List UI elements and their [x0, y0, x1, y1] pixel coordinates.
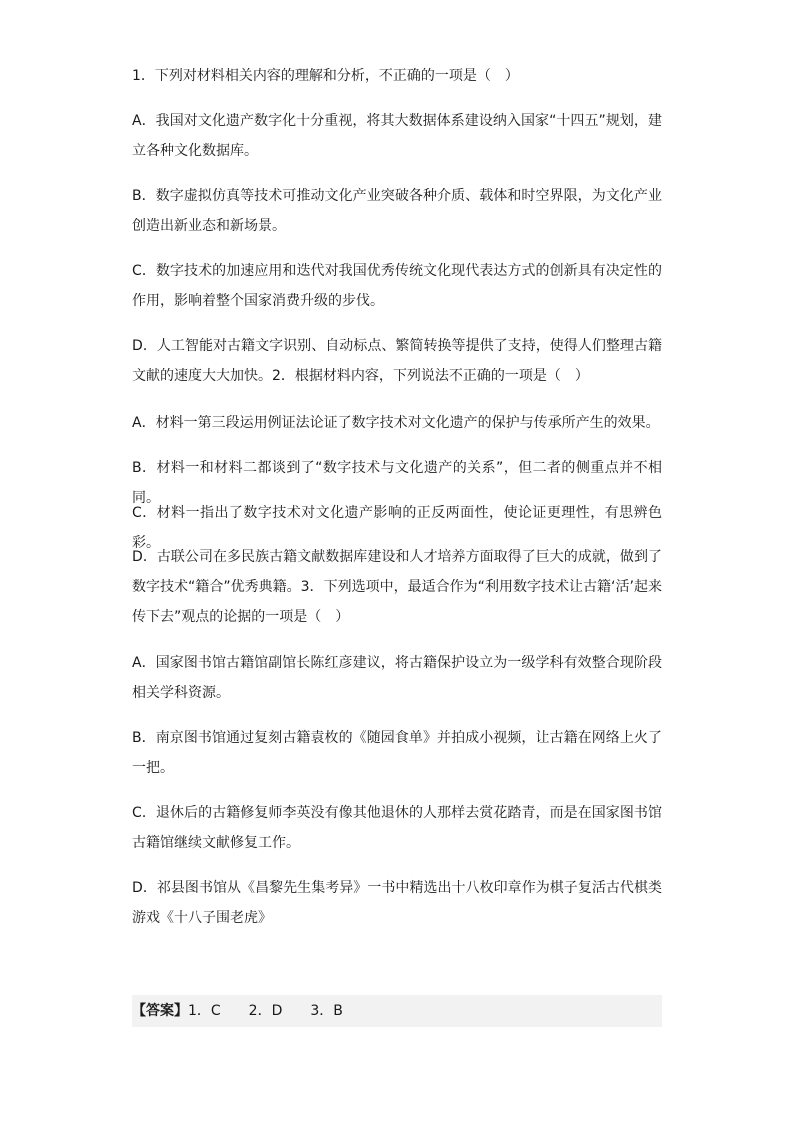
question-2-option-b: B．材料一和材料二都谈到了“数字技术与文化遗产的关系”，但二者的侧重点并不相同。 — [132, 460, 662, 506]
question-1-stem: 1．下列对材料相关内容的理解和分析，不正确的一项是（ ） — [132, 68, 519, 84]
question-2-option-c: C．材料一指出了数字技术对文化遗产影响的正反两面性，使论证更理性，有思辨色彩。 — [132, 505, 662, 551]
answer-box — [132, 995, 662, 1027]
answer-line — [132, 995, 662, 1027]
question-2-option-a: A．材料一第三段运用例证法论证了数字技术对文化遗产的保护与传承所产生的效果。 — [132, 415, 660, 431]
question-3-option-c: C．退休后的古籍修复师李英没有像其他退休的人那样去赏花踏青，而是在国家图书馆古籍馆继续文献修复工作。 — [132, 805, 662, 851]
question-3-option-b: B．南京图书馆通过复刻古籍袁枚的《随园食单》并拍成小视频，让古籍在网络上火了一把。 — [132, 730, 662, 776]
answer-label: 【答案】 — [132, 1003, 188, 1019]
question-1-option-d: D．人工智能对古籍文字识别、自动标点、繁简转换等提供了支持，使得人们整理古籍文献的速度大大加快。2．根据材料内容，下列说法不正确的一项是（ ） — [132, 338, 662, 384]
question-1-option-c: C．数字技术的加速应用和迭代对我国优秀传统文化现代表达方式的创新具有决定性的作用，影响着整个国家消费升级的步伐。 — [132, 263, 662, 309]
question-1-option-b: B．数字虚拟仿真等技术可推动文化产业突破各种介质、载体和时空界限，为文化产业创造出新业态和新场景。 — [132, 188, 662, 234]
answer-text: 1．C 2．D 3．B — [188, 1003, 343, 1019]
question-3-option-a: A．国家图书馆古籍馆副馆长陈红彦建议，将古籍保护设立为一级学科有效整合现阶段相关学科资源。 — [132, 655, 662, 701]
question-1-option-a: A．我国对文化遗产数字化十分重视，将其大数据体系建设纳入国家“十四五”规划，建立各种文化数据库。 — [132, 113, 662, 159]
question-2-option-d: D．古联公司在多民族古籍文献数据库建设和人才培养方面取得了巨大的成就，做到了数字技术“籍合”优秀典籍。3．下列选项中，最适合作为“利用数字技术让古籍‘活’起来传下去”观点的论据的一项是（ ） — [132, 549, 662, 625]
question-3-option-d: D．祁县图书馆从《昌黎先生集考异》一书中精选出十八枚印章作为棋子复活古代棋类游戏《十八子围老虎》 — [132, 880, 662, 926]
